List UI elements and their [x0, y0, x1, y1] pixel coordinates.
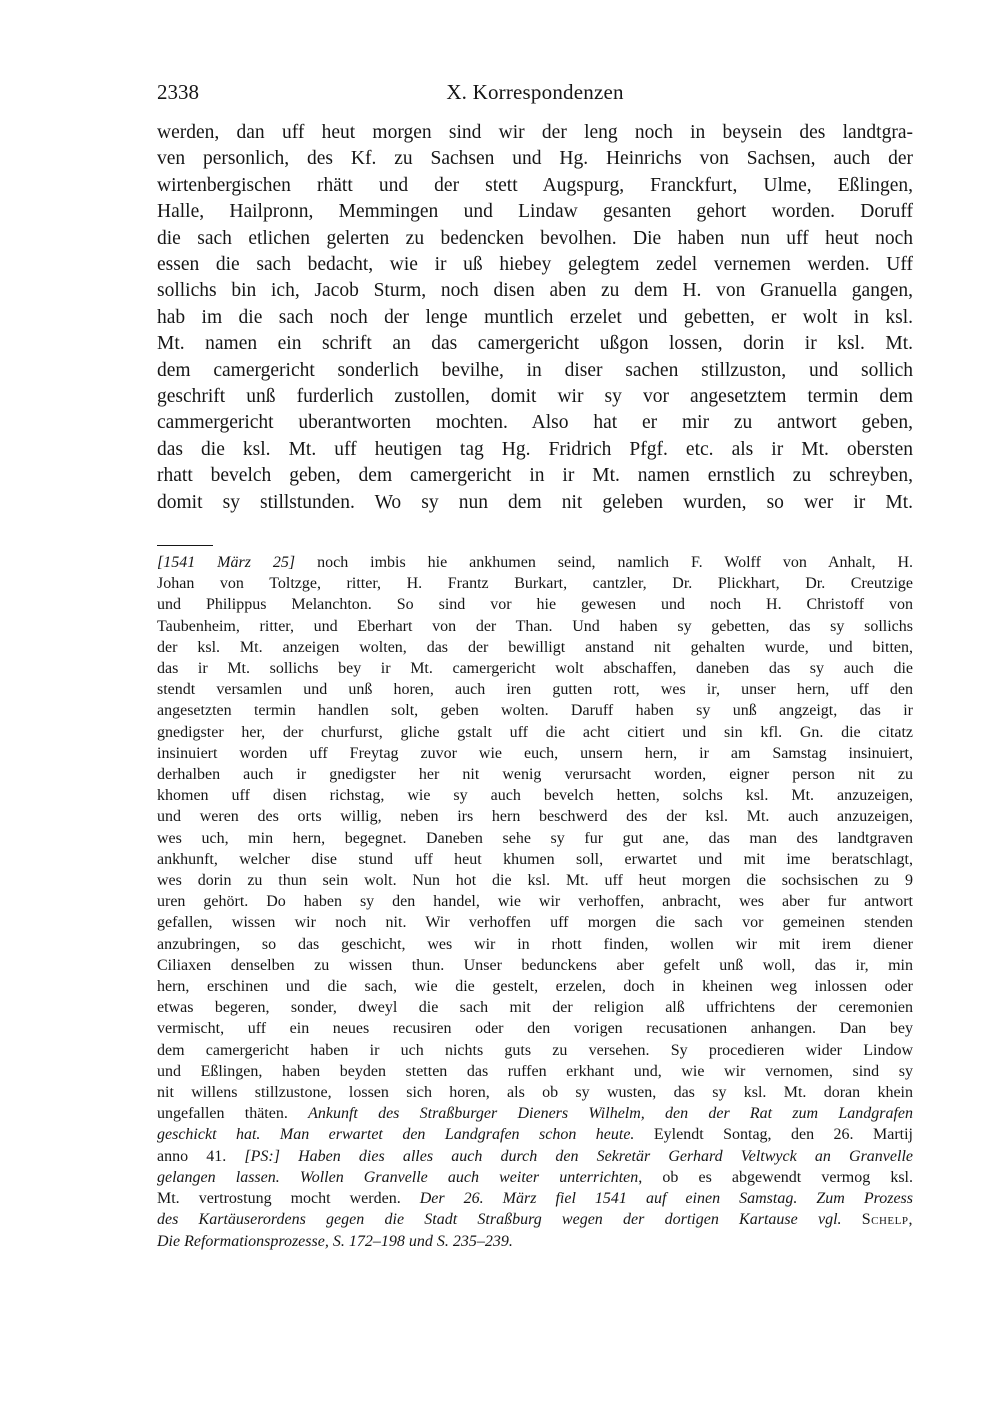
text-line	[157, 870, 913, 891]
text-segment: ven personlich, des Kf. zu Sachsen und Hg. Heinrichs von Sachsen, auch der	[157, 148, 913, 170]
text-line	[157, 1231, 913, 1252]
text-line	[157, 1040, 913, 1061]
text-segment: ungefallen thäten.	[157, 1105, 309, 1123]
text-segment: nit willens stillzustone, lossen sich horen, als ob sy wusten, das sy ksl. Mt. doran khein	[157, 1084, 913, 1102]
page-header	[157, 79, 913, 105]
text-line	[157, 785, 913, 806]
text-segment: und Philippus Melanchton. So sind vor hie gewesen und noch H. Christoff von	[157, 596, 913, 614]
text-segment: cammergericht uberantworten mochten. Also hat er mir zu antwort geben,	[157, 412, 913, 434]
text-segment: insinuiert worden uff Freytag zuvor wie euch, unsern hern, ir am Samstag insinuiert,	[157, 744, 913, 762]
text-line	[157, 912, 913, 933]
text-segment: essen die sach bedacht, wie ir uß hiebey gelegtem zedel vernemen werden. Uff	[157, 254, 913, 276]
running-title: X. Korrespondenzen	[446, 80, 624, 104]
text-line	[157, 1146, 913, 1167]
text-segment: Johan von Toltzge, ritter, H. Frantz Burkart, cantzler, Dr. Plickhart, Dr. Creutzige	[157, 575, 913, 593]
text-line	[157, 997, 913, 1018]
text-segment: stendt versamlen und unß horen, auch iren gutten rott, wes ir, unser hern, uff den	[157, 681, 913, 699]
text-line	[157, 1167, 913, 1188]
smallcaps-text-segment: Schelp,	[861, 1211, 913, 1229]
text-line	[157, 552, 913, 573]
text-line	[157, 146, 913, 172]
text-segment: domit sy stillstunden. Wo sy nun dem nit geleben wurden, so wer ir Mt.	[157, 491, 913, 513]
italic-text-segment: gelangen lassen. Wollen Granvelle auch weiter unterrichten	[157, 1168, 639, 1186]
text-line	[157, 437, 913, 463]
text-line	[157, 1188, 913, 1209]
text-segment: hab im die sach noch der lenge muntlich erzelet und gebetten, er wolt in ksl.	[157, 306, 913, 328]
text-line	[157, 358, 913, 384]
text-line	[157, 594, 913, 615]
text-line	[157, 1209, 913, 1230]
text-line	[157, 331, 913, 357]
text-segment: derhalben auch ir gnedigster her nit wenig verursacht worden, eigner person nit zu	[157, 766, 913, 784]
text-segment: Mt. namen ein schrift an das camergericht ußgon lossen, dorin ir ksl. Mt.	[157, 333, 913, 355]
text-segment: Mt. vertrostung mocht werden.	[157, 1190, 420, 1208]
text-line	[157, 806, 913, 827]
text-segment: anzubringen, so das geschicht, wes wir in rhott finden, wollen wir mit irem diener	[157, 935, 913, 953]
text-segment: werden, dan uff heut morgen sind wir der leng noch in beysein des landtgra-	[157, 122, 913, 143]
text-segment: khomen uff disen richstag, wie sy auch bevelch hetten, solchs ksl. Mt. anzuzeigen,	[157, 787, 913, 805]
text-segment: und weren des orts willig, neben irs hern beschwerd des der ksl. Mt. auch anzuzeigen,	[157, 808, 913, 826]
text-line	[157, 722, 913, 743]
text-line	[157, 1124, 913, 1145]
footnote-separator	[157, 545, 213, 546]
text-line	[157, 173, 913, 199]
text-line	[157, 463, 913, 489]
text-line	[157, 679, 913, 700]
italic-text-segment: Ankunft des Straßburger Dieners Wilhelm, den der Rat zum Landgrafen	[308, 1105, 914, 1123]
text-segment: der ksl. Mt. anzeigen wolten, das der bewilligt anstand nit gehalten wurde, und bitten,	[157, 638, 913, 656]
main-text	[157, 120, 913, 516]
text-line	[157, 743, 913, 764]
text-line	[157, 305, 913, 331]
text-line	[157, 955, 913, 976]
text-line	[157, 637, 913, 658]
text-line	[157, 1018, 913, 1039]
text-line	[157, 828, 913, 849]
text-segment: Halle, Hailpronn, Memmingen und Lindaw gesanten gehort worden. Doruff	[157, 201, 913, 223]
text-line	[157, 1061, 913, 1082]
text-segment: Ciliaxen denselben zu wissen thun. Unser bedunckens aber gefelt unß woll, das ir, min	[157, 956, 913, 974]
text-segment: das die ksl. Mt. uff heutigen tag Hg. Fridrich Pfgf. etc. als ir Mt. obersten	[157, 438, 913, 460]
text-line	[157, 490, 913, 516]
text-line	[157, 658, 913, 679]
italic-text-segment: des Kartäuserordens gegen die Stadt Straßburg wegen der dortigen Kartause vgl.	[157, 1211, 862, 1229]
text-segment: noch imbis hie ankhumen seind, namlich F. Wolff von Anhalt, H.	[295, 554, 914, 571]
text-segment: dem camergericht sonderlich bevilhe, in diser sachen stillzuston, und sollich	[157, 359, 913, 381]
text-line	[157, 199, 913, 225]
italic-text-segment: geschickt hat. Man erwartet den Landgrafen schon heute.	[157, 1126, 635, 1144]
page-number: 2338	[157, 80, 199, 104]
text-line	[157, 849, 913, 870]
text-segment: wirtenbergischen rhätt und der stett Augspurg, Franckfurt, Ulme, Eßlingen,	[157, 174, 913, 196]
text-segment: geschrift unß furderlich zustollen, domit wir sy vor angesetztem termin dem	[157, 386, 913, 408]
text-line	[157, 616, 913, 637]
text-segment: hern, erschinen und die sach, wie die gestelt, erzelen, doch in kheinen weg inlossen oder	[157, 978, 913, 996]
text-segment: anno 41.	[157, 1147, 245, 1165]
text-segment: gnedigster her, der churfurst, gliche gstalt uff die acht citiert und sin kfl. Gn. die citatz	[157, 723, 913, 741]
italic-text-segment: [1541 März 25]	[157, 554, 296, 571]
text-segment: wes uch, min hern, begegnet. Daneben sehe sy fur gut ane, das man des landtgraven	[157, 829, 913, 847]
text-segment: , ob es abgewendt vermog ksl.	[638, 1168, 913, 1186]
text-line	[157, 764, 913, 785]
text-line	[157, 934, 913, 955]
text-line	[157, 252, 913, 278]
text-segment: und Eßlingen, haben beyden stetten das ruffen erkhant und, wie wir vernomen, sind sy	[157, 1062, 913, 1080]
italic-text-segment: [PS:] Haben dies alles auch durch den Sekretär Gerhard Veltwyck an Granvelle	[244, 1147, 913, 1165]
text-line	[157, 573, 913, 594]
text-segment: uren gehört. Do haben sy den handel, wie wir verhoffen, anbracht, wes aber fur antwort	[157, 893, 913, 911]
italic-text-segment: Der 26. März fiel 1541 auf einen Samstag. Zum Prozess	[419, 1190, 914, 1208]
text-segment: vermischt, uff ein neues recusiren oder den vorigen recusationen anhangen. Dan bey	[157, 1020, 913, 1038]
text-line	[157, 278, 913, 304]
text-segment: die sach etlichen gelerten zu bedencken bevolhen. Die haben nun uff heut noch	[157, 227, 913, 249]
text-segment: Taubenheim, ritter, und Eberhart von der Than. Und haben sy gebetten, das sy sollichs	[157, 617, 913, 635]
footnote-text	[157, 552, 913, 1252]
text-line	[157, 120, 913, 146]
text-line	[157, 410, 913, 436]
text-line	[157, 226, 913, 252]
text-segment: rhatt bevelch geben, dem camergericht in ir Mt. namen ernstlich zu schreyben,	[157, 465, 913, 487]
text-line	[157, 891, 913, 912]
text-segment: wes dorin zu thun sein wolt. Nun hot die ksl. Mt. uff heut morgen die sochsischen zu 9	[157, 872, 913, 890]
text-segment: Eylendt Sontag, den 26. Martij	[634, 1126, 914, 1144]
text-segment: etwas begeren, sonder, dweyl die sach mit der religion alß uffrichtens der ceremonien	[157, 999, 913, 1017]
text-segment: das ir Mt. sollichs bey ir Mt. camergericht wolt abschaffen, daneben das sy auch die	[157, 660, 913, 678]
text-segment: sollichs bin ich, Jacob Sturm, noch disen aben zu dem H. von Granuella gangen,	[157, 280, 913, 302]
text-line	[157, 384, 913, 410]
italic-text-segment: Die Reformationsprozesse, S. 172–198 und S. 235–239.	[157, 1232, 513, 1250]
text-line	[157, 700, 913, 721]
text-segment: angesetzten termin handlen solt, geben wolten. Daruff haben sy unß angzeigt, das ir	[157, 702, 913, 720]
text-segment: dem camergericht haben ir uch nichts guts zu versehen. Sy procedieren wider Lindow	[157, 1041, 913, 1059]
text-line	[157, 976, 913, 997]
text-line	[157, 1082, 913, 1103]
text-line	[157, 1103, 913, 1124]
text-segment: gefallen, wissen wir noch nit. Wir verhoffen uff morgen die sach vor gemeinen stenden	[157, 914, 913, 932]
text-segment: ankhunft, welcher dise stund uff heut khumen soll, erwartet und mit ime beratschlagt,	[157, 850, 913, 868]
